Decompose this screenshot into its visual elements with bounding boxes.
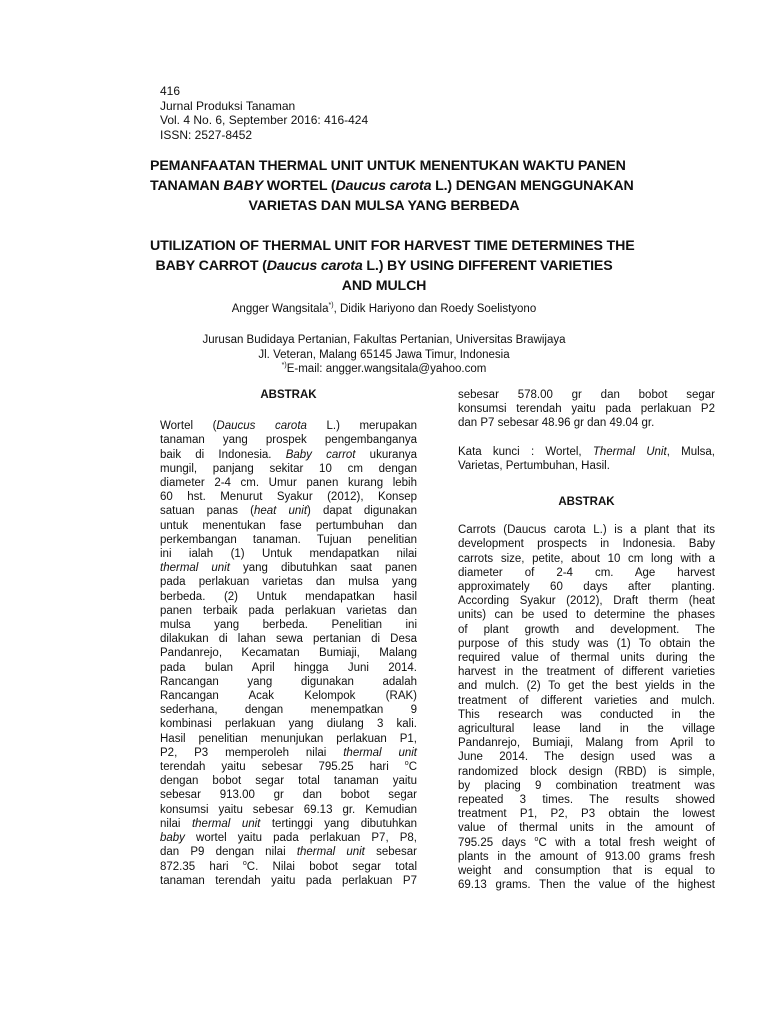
text-line: konsumsi yaitu sebesar 69.13 gr. Kemudian (160, 803, 417, 816)
text-line: weight and consumption that is equal to (458, 865, 715, 878)
column-right (458, 388, 715, 893)
text-line: purpose of this study was (1) To obtain the (458, 637, 715, 650)
text-line (160, 746, 417, 760)
title-id-line-3: VARIETAS DAN MULSA YANG BERBEDA (248, 198, 520, 214)
abstract-id-body (160, 419, 417, 888)
text-line: plants in the amount of 913.00 grams fresh (458, 850, 715, 863)
text-line: diameter 2-4 cm. Umur panen kurang lebih (160, 477, 417, 490)
title-indonesian (150, 156, 634, 216)
text-line (458, 445, 715, 459)
text-line: ) dapat digunakan (307, 505, 417, 518)
text-line: dan P9 dengan nilai (160, 846, 297, 859)
text-line: Kata kunci : Wortel, (458, 445, 593, 458)
title-id-line-2 (150, 176, 634, 196)
text-line: ini ialah (1) Untuk mendapatkan nilai (160, 548, 417, 561)
text-line: treatment P1, P2, P3 obtain the lowest (458, 808, 715, 821)
text-line: sebesar 578.00 gr dan bobot segar (458, 389, 715, 401)
italic-text: Baby carrot (285, 448, 356, 461)
text-line: and mulch. (2) To get the best yields in the (458, 680, 715, 693)
affiliation-address: Jl. Veteran, Malang 65145 Jawa Timur, Indonesia (258, 348, 510, 361)
title-en-line-3: AND MULCH (341, 278, 427, 294)
text-line: BABY CARROT ( (155, 258, 267, 274)
text-line: L.) DENGAN MENGGUNAKAN (431, 178, 634, 194)
text-line: units) can be used to determine the phases (458, 609, 715, 622)
italic-text: baby (160, 832, 185, 845)
affiliation-email (150, 362, 618, 377)
italic-text: Thermal Unit (592, 445, 667, 458)
italic-text: Daucus carota (266, 258, 363, 274)
text-line: mulsa yang berbeda. Penelitian ini (160, 619, 417, 632)
text-line: approximately 60 days after planting. (458, 581, 715, 594)
text-line: sederhana, dengan menempatkan 9 (160, 704, 417, 717)
text-line: Angger Wangsitala (231, 303, 329, 315)
text-line: Pandanrejo, Kecamatan Bumiaji, Malang (160, 647, 417, 660)
text-line (160, 817, 417, 831)
text-line: Carrots (Daucus carota L.) is a plant that its (458, 524, 715, 537)
text-line: tanaman yang prospek pengembanganya (160, 434, 417, 447)
text-line: According Syakur (2012), Draft therm (heat (458, 595, 715, 608)
text-line: dan P7 sebesar 48.96 gr dan 49.04 gr. (458, 417, 655, 430)
text-line: Varietas, Pertumbuhan, Hasil. (458, 459, 610, 472)
text-line: repeated 3 times. The results showed (458, 794, 715, 807)
text-line (160, 845, 417, 859)
text-line: kombinasi perlakuan yang diulang 3 kali. (160, 718, 417, 731)
author-list (150, 303, 618, 315)
text-line: diameter of 2-4 cm. Age harvest (458, 566, 715, 579)
text-line: harvest in the treatment of different varieties (458, 666, 715, 679)
text-line: mungil, panjang sekitar 10 cm dengan (160, 462, 417, 475)
text-line: L.) BY USING DIFFERENT VARIETIES (362, 258, 613, 274)
superscript-text: *) (328, 302, 334, 309)
text-line: Pandanrejo, Bumiaji, Malang from April to (458, 737, 715, 750)
text-line: terendah yaitu sebesar 795.25 hari (160, 761, 405, 774)
text-line: P2, P3 memperoleh nilai (160, 746, 344, 759)
text-line: 69.13 grams. Then the value of the highest (458, 879, 715, 892)
text-line: panen terbaik pada perlakuan varietas dan (160, 604, 417, 617)
italic-text: heat unit (253, 505, 308, 518)
text-line (160, 760, 417, 774)
journal-issn: ISSN: 2527-8452 (160, 127, 253, 142)
page-number: 416 (160, 84, 181, 98)
text-line: sebesar (364, 846, 417, 859)
abstract-en-heading: ABSTRAK (558, 496, 615, 509)
text-line: TANAMAN (150, 178, 224, 194)
text-line: berbeda. (2) Untuk mendapatkan hasil (160, 590, 417, 603)
abstract-id-continuation (458, 388, 715, 431)
title-english (150, 236, 635, 296)
italic-text: Daucus carota (216, 420, 307, 433)
text-line: carrots size, petite, about 10 cm long with a (458, 552, 715, 565)
text-line (458, 836, 715, 850)
title-id-line-1: PEMANFAATAN THERMAL UNIT UNTUK MENENTUKAN WAKTU PANEN (150, 158, 626, 174)
column-left (160, 388, 417, 888)
text-line: treatment of different varieties and mulch. (458, 694, 715, 707)
text-line: , Mulsa, (666, 445, 715, 458)
text-line: 872.35 hari (160, 860, 243, 873)
text-line: sebesar 913.00 gr dan bobot segar (160, 789, 417, 802)
keywords (458, 445, 715, 473)
text-line: konsumsi terendah yaitu pada perlakuan P2 (458, 403, 715, 416)
text-line: perkembangan tanaman. Tujuan penelitian (160, 533, 417, 546)
text-line: L.) merupakan (306, 420, 417, 433)
text-line: development prospects in Indonesia. Baby (458, 538, 715, 551)
text-line: Rancangan Acak Kelompok (RAK) (160, 690, 417, 703)
superscript-text: o (404, 760, 409, 768)
abstract-id-heading: ABSTRAK (260, 389, 317, 401)
text-line: 795.25 days (458, 836, 535, 849)
affiliation-department: Jurusan Budidaya Pertanian, Fakultas Pertanian, Universitas Brawijaya (202, 334, 566, 346)
italic-text: Daucus carota (335, 178, 432, 194)
superscript-text: o (242, 859, 247, 867)
text-line: Hasil penelitian menunjukan perlakuan P1, (160, 732, 417, 745)
text-line (160, 561, 417, 575)
text-line: wortel yaitu pada perlakuan P7, P8, (184, 832, 417, 845)
text-line: This research was conducted in the (458, 708, 715, 721)
text-line: by placing 9 combination treatment was (458, 779, 715, 792)
text-line: , Didik Hariyono dan Roedy Soelistyono (333, 303, 537, 315)
superscript-text: o (534, 835, 539, 843)
text-line (160, 831, 417, 845)
text-line: nilai (160, 817, 192, 830)
text-line: ukuranya (355, 448, 417, 461)
title-en-line-2 (150, 256, 618, 276)
text-line: dengan bobot segar total tanaman yaitu (160, 775, 417, 788)
text-line: E-mail: angger.wangsitala@yahoo.com (286, 363, 487, 375)
italic-text: thermal unit (160, 562, 230, 575)
text-line: yang dibutuhkan saat panen (229, 562, 418, 575)
text-line: baik di Indonesia. (160, 448, 286, 461)
text-line: WORTEL ( (263, 178, 336, 194)
title-en-line-1: UTILIZATION OF THERMAL UNIT FOR HARVEST TIME DETERMINES THE (150, 238, 635, 254)
journal-name: Jurnal Produksi Tanaman (160, 98, 296, 113)
text-line: C (408, 761, 417, 774)
text-line (160, 504, 417, 518)
text-line: of plant growth and development. The (458, 623, 715, 636)
text-line: C. Nilai bobot segar total (246, 860, 417, 873)
text-line: satuan panas ( (160, 505, 254, 518)
text-line: agricultural lease land in the village (458, 723, 715, 736)
italic-text: BABY (223, 178, 264, 194)
text-line (160, 860, 417, 874)
text-line: Wortel ( (160, 420, 217, 433)
text-line (160, 448, 417, 462)
text-line: 60 hst. Menurut Syakur (2012), Konsep (160, 491, 417, 504)
journal-header (160, 84, 368, 142)
text-line: dilakukan di lahan sewa pertanian di Desa (160, 633, 417, 646)
text-line (160, 419, 417, 433)
text-line: tanaman terendah yaitu pada perlakuan P7 (160, 874, 417, 887)
abstract-en-body (458, 523, 715, 892)
text-line: value of thermal units in the amount of (458, 822, 715, 835)
italic-text: thermal unit (191, 817, 261, 830)
journal-volume: Vol. 4 No. 6, September 2016: 416-424 (160, 113, 369, 127)
text-line: pada bulan April hingga Juni 2014. (160, 661, 417, 674)
italic-text: thermal unit (343, 746, 418, 759)
text-line: randomized block design (RBD) is simple, (458, 765, 715, 778)
text-line: pada perlakuan varietas dan mulsa yang (160, 576, 417, 589)
text-line: untuk menentukan fase pertumbuhan dan (160, 519, 417, 532)
italic-text: thermal unit (296, 846, 365, 859)
text-line: tertinggi yang dibutuhkan (260, 817, 417, 830)
text-line: Rancangan yang digunakan adalah (160, 675, 417, 688)
affiliation (150, 333, 618, 377)
text-line: C with a total fresh weight of (538, 836, 715, 849)
text-line: June 2014. The design used was a (458, 751, 715, 764)
text-line: required value of thermal units during the (458, 652, 715, 665)
superscript-text: *) (281, 362, 287, 369)
